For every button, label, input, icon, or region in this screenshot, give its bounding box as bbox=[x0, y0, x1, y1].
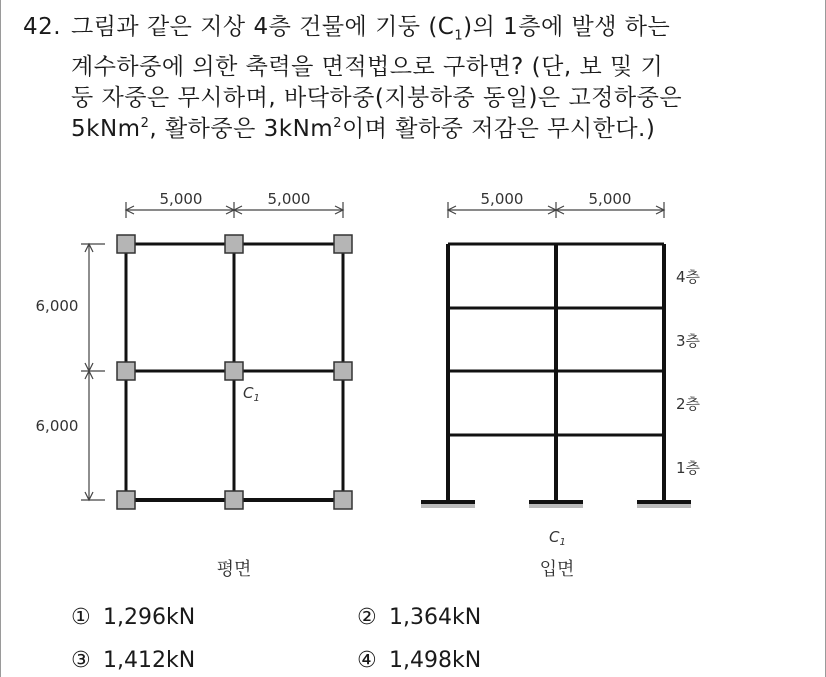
plan-column bbox=[334, 362, 352, 380]
choice-3[interactable]: ③ 1,412kN bbox=[71, 648, 196, 673]
elevation-caption: 입면 bbox=[539, 559, 575, 580]
plan-column bbox=[117, 235, 135, 253]
plan-column bbox=[334, 491, 352, 509]
question-line-2: 계수하중에 의한 축력을 면적법으로 구하면? (단, 보 및 기 bbox=[71, 53, 664, 80]
choice-2[interactable]: ② 1,364kN bbox=[357, 605, 482, 630]
elevation-supports bbox=[421, 502, 691, 508]
structure-figure bbox=[1, 180, 826, 600]
plan-span-left-bottom: 6,000 bbox=[35, 417, 79, 435]
plan-column bbox=[225, 491, 243, 509]
floor-label-3: 3층 bbox=[676, 332, 701, 350]
floor-label-2: 2층 bbox=[676, 395, 701, 413]
choice-1[interactable]: ① 1,296kN bbox=[71, 605, 196, 630]
question-text bbox=[23, 12, 813, 145]
plan-view bbox=[36, 190, 352, 580]
plan-left-dimension bbox=[81, 244, 105, 500]
plan-column bbox=[225, 235, 243, 253]
elevation-frame bbox=[448, 244, 664, 502]
elevation-view bbox=[421, 190, 701, 580]
choice-4[interactable]: ④ 1,498kN bbox=[357, 648, 482, 673]
elevation-span-right: 5,000 bbox=[588, 190, 632, 208]
question-number: 42. bbox=[23, 14, 62, 40]
question-line-1: 42. 그림과 같은 지상 4층 건물에 기둥 $(C_1)$의 1층에 발생 하는 bbox=[23, 14, 671, 44]
floor-label-1: 1층 bbox=[676, 459, 701, 477]
plan-caption: 평면 bbox=[216, 559, 252, 580]
elevation-span-left: 5,000 bbox=[480, 190, 524, 208]
floor-label-4: 4층 bbox=[676, 268, 701, 286]
plan-column bbox=[117, 362, 135, 380]
plan-column-c1 bbox=[225, 362, 243, 380]
question-line-3: 둥 자중은 무시하며, 바닥하중(지붕하중 동일)은 고정하중은 bbox=[71, 84, 683, 111]
plan-column bbox=[334, 235, 352, 253]
plan-c1-label: $C_1$ bbox=[243, 384, 260, 404]
elevation-c1-label: $C_1$ bbox=[549, 528, 566, 548]
plan-column bbox=[117, 491, 135, 509]
question-line-4: 5kNm$^2$, 활하중은 3kNm$^2$이며 활하중 저감은 무시한다.) bbox=[71, 115, 656, 142]
plan-span-top-left: 5,000 bbox=[159, 190, 203, 208]
plan-span-top-right: 5,000 bbox=[267, 190, 311, 208]
plan-span-left-top: 6,000 bbox=[35, 297, 79, 315]
